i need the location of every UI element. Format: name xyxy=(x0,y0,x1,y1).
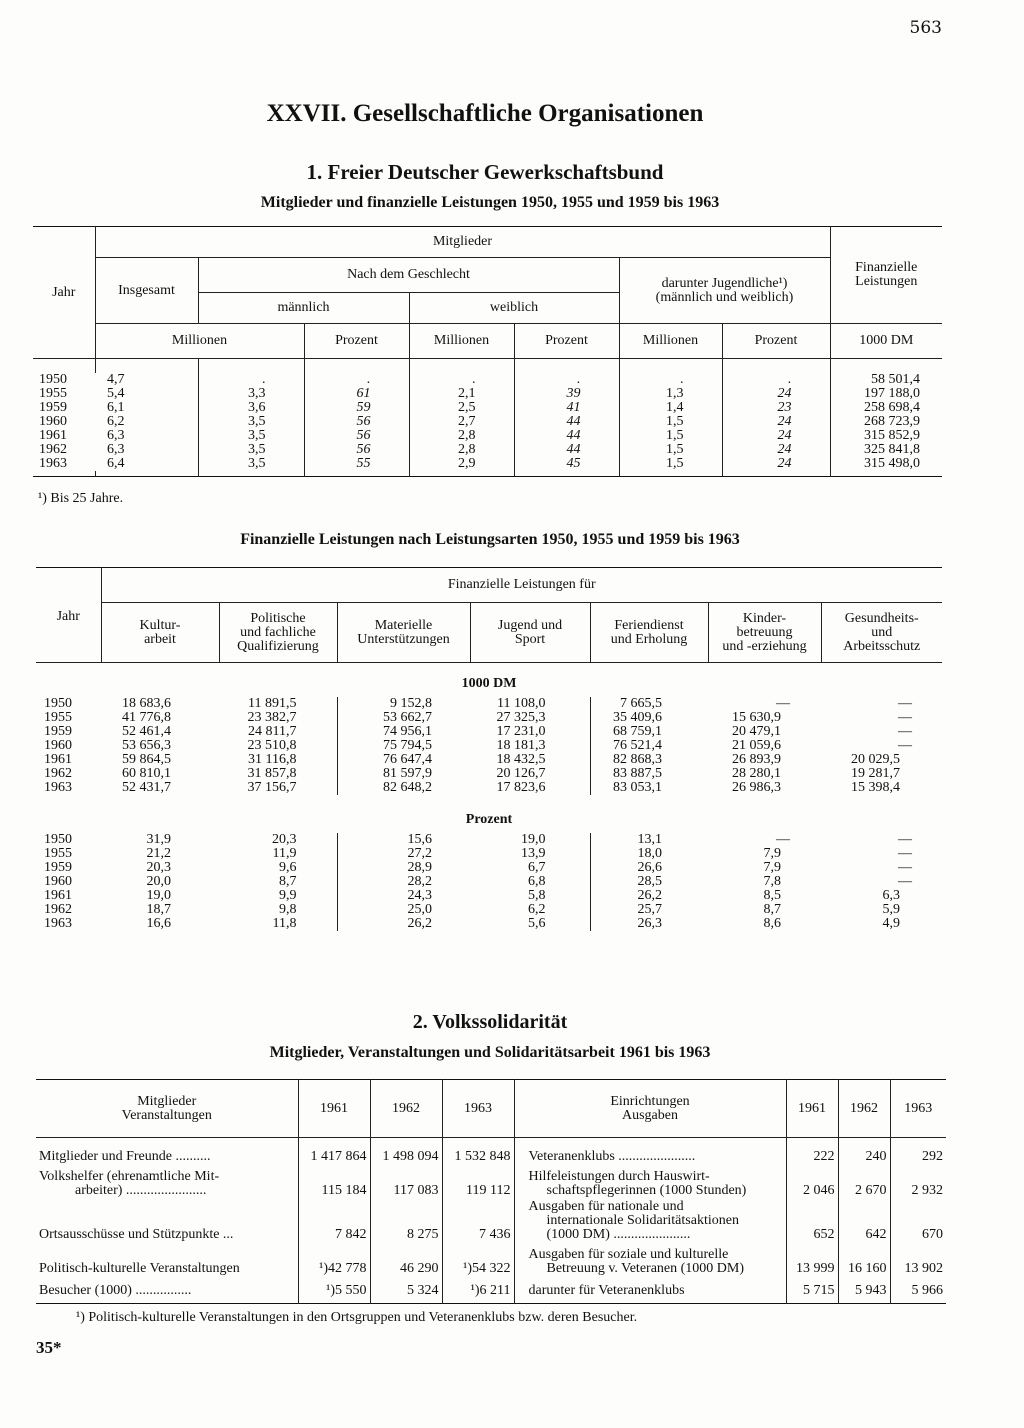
t1-total: 6,3 xyxy=(107,427,125,443)
t2-value: 20,3 xyxy=(272,832,297,847)
t1-year: 1955 xyxy=(39,385,67,401)
t1-total: 6,3 xyxy=(107,441,125,457)
t2-value: 18 181,3 xyxy=(496,738,546,753)
t1-total: 5,4 xyxy=(107,385,125,401)
t3-right-v1961: 2 046 xyxy=(786,1164,838,1198)
t2-value: 11,8 xyxy=(272,916,297,931)
table-row xyxy=(36,753,942,767)
t2-h-kinder: Kinder- betreuung und -erziehung xyxy=(708,603,821,663)
t2-value: — xyxy=(776,696,790,711)
table-row xyxy=(36,847,942,861)
t1-h-geschlecht: Nach dem Geschlecht xyxy=(198,258,619,293)
t1-fin: 325 841,8 xyxy=(830,443,942,457)
t2-year: 1959 xyxy=(44,724,72,739)
t1-total: 6,4 xyxy=(107,455,125,471)
t1-m-mio: 3,5 xyxy=(198,415,304,429)
table-row xyxy=(36,725,942,739)
t1-m-pct: 59 xyxy=(304,401,409,415)
t2-value: 6,8 xyxy=(528,874,546,889)
t3-right-v1963: 13 902 xyxy=(890,1242,946,1276)
t1-j-mio: 1,5 xyxy=(619,457,722,471)
t1-h-finanz: Finanzielle Leistungen xyxy=(830,227,942,324)
table-row xyxy=(36,711,942,725)
table-row xyxy=(36,875,942,889)
t3-right-v1963: 5 966 xyxy=(890,1276,946,1298)
t2-value: 13,1 xyxy=(590,833,708,847)
t1-h-pct-2: Prozent xyxy=(514,324,619,359)
t3-right-v1963: 2 932 xyxy=(890,1164,946,1198)
t2-value: 6,7 xyxy=(528,860,546,875)
t1-j-mio: . xyxy=(619,373,722,387)
table-row xyxy=(33,429,942,443)
t2-value: 25,0 xyxy=(337,903,470,917)
t2-value: 11 891,5 xyxy=(248,696,297,711)
t2-year: 1959 xyxy=(44,860,72,875)
t2-value: 17 231,0 xyxy=(496,724,546,739)
t1-h-pct-1: Prozent xyxy=(304,324,409,359)
t1-j-pct: 24 xyxy=(722,443,830,457)
t1-j-mio: 1,5 xyxy=(619,415,722,429)
t2-value: 26,3 xyxy=(590,917,708,931)
t1-m-pct: . xyxy=(304,373,409,387)
t2-value: 24,3 xyxy=(337,889,470,903)
t2-value: 9 152,8 xyxy=(337,697,470,711)
table3 xyxy=(36,1079,946,1304)
t3-h-1963b: 1963 xyxy=(890,1080,946,1138)
t3-right-v1961: 13 999 xyxy=(786,1242,838,1276)
t1-m-mio: 3,5 xyxy=(198,429,304,443)
t3-left-v1962: 5 324 xyxy=(370,1276,442,1298)
t3-left-label: Mitglieder und Freunde .......... xyxy=(39,1148,211,1164)
t3-h-1963a: 1963 xyxy=(442,1080,514,1138)
t1-w-mio: . xyxy=(409,373,514,387)
t1-w-mio: 2,8 xyxy=(409,443,514,457)
t3-right-v1961: 5 715 xyxy=(786,1276,838,1298)
t2-value: 60 810,1 xyxy=(122,766,171,781)
table-row xyxy=(36,917,942,931)
table-row xyxy=(36,861,942,875)
t1-h-pct-3: Prozent xyxy=(722,324,830,359)
t3-right-v1962: 2 670 xyxy=(838,1164,890,1198)
t3-left-v1961: ¹)42 778 xyxy=(298,1242,370,1276)
t2-h-kultur: Kultur- arbeit xyxy=(101,603,219,663)
t1-h-jugendliche: darunter Jugendliche¹) (männlich und weiblich) xyxy=(619,258,830,324)
t2-value: 8,6 xyxy=(763,916,781,931)
t2-value: 8,7 xyxy=(763,902,781,917)
t2-value: 26 893,9 xyxy=(732,752,781,767)
t3-h-1962b: 1962 xyxy=(838,1080,890,1138)
t1-year: 1950 xyxy=(39,371,67,387)
t1-h-insgesamt: Insgesamt xyxy=(95,258,198,324)
t3-left-label: Volkshelfer (ehrenamtliche Mit- arbeiter) ....................... xyxy=(39,1168,220,1198)
t2-value: 21,2 xyxy=(146,846,171,861)
section2-title: 2. Volkssolidarität xyxy=(412,1011,568,1033)
t2-value: 83 887,5 xyxy=(590,767,708,781)
t3-right-v1962: 16 160 xyxy=(838,1242,890,1276)
t1-w-mio: 2,1 xyxy=(409,387,514,401)
t2-value: 68 759,1 xyxy=(590,725,708,739)
table-row xyxy=(36,697,942,711)
t2-h-gesund: Gesundheits- und Arbeitsschutz xyxy=(821,603,942,663)
t2-value: 26 986,3 xyxy=(732,780,781,795)
t2-value: 28,9 xyxy=(337,861,470,875)
t2-value: 24 811,7 xyxy=(248,724,297,739)
t1-m-pct: 56 xyxy=(304,443,409,457)
chapter-title: XXVII. Gesellschaftliche Organisationen xyxy=(266,100,704,127)
t2-value: 28,5 xyxy=(590,875,708,889)
t1-fin: 197 188,0 xyxy=(830,387,942,401)
t2-unit-dm: 1000 DM xyxy=(461,676,517,691)
t2-value: 15,6 xyxy=(337,833,470,847)
table-row xyxy=(36,1276,946,1298)
table-row xyxy=(36,781,942,795)
t2-value: 5,9 xyxy=(882,902,900,917)
page-number: 563 xyxy=(909,18,942,38)
t1-w-mio: 2,9 xyxy=(409,457,514,471)
t2-value: 74 956,1 xyxy=(337,725,470,739)
t2-value: 20,3 xyxy=(146,860,171,875)
t2-value: — xyxy=(898,696,912,711)
table-row xyxy=(36,1164,946,1198)
table-row xyxy=(36,739,942,753)
t2-year: 1950 xyxy=(44,832,72,847)
t3-right-label: Ausgaben für soziale und kulturelle Betreuung v. Veteranen (1000 DM) xyxy=(514,1242,786,1276)
t3-left-v1963: 7 436 xyxy=(442,1198,514,1242)
t2-value: 26,2 xyxy=(337,917,470,931)
t2-year: 1961 xyxy=(44,752,72,767)
t2-year: 1962 xyxy=(44,902,72,917)
t1-j-mio: 1,5 xyxy=(619,429,722,443)
t2-value: 18 683,6 xyxy=(122,696,171,711)
t2-value: 9,9 xyxy=(279,888,297,903)
table-row xyxy=(33,387,942,401)
t2-h-ferien: Feriendienst und Erholung xyxy=(590,603,708,663)
t3-left-v1961: 7 842 xyxy=(298,1198,370,1242)
t2-value: 20 479,1 xyxy=(732,724,781,739)
t3-h-left: Mitglieder Veranstaltungen xyxy=(121,1093,212,1123)
table-row xyxy=(33,415,942,429)
t2-value: 15 630,9 xyxy=(732,710,781,725)
t2-value: 31 116,8 xyxy=(248,752,297,767)
t2-value: 27,2 xyxy=(337,847,470,861)
t1-w-mio: 2,7 xyxy=(409,415,514,429)
t1-year: 1962 xyxy=(39,441,67,457)
t2-value: 25,7 xyxy=(590,903,708,917)
t1-h-maennlich: männlich xyxy=(198,293,409,324)
t2-value: 17 823,6 xyxy=(496,780,546,795)
table-row xyxy=(36,1198,946,1242)
t1-year: 1963 xyxy=(39,455,67,471)
t2-value: 5,6 xyxy=(528,916,546,931)
t2-value: 7,9 xyxy=(763,860,781,875)
t2-h-politisch: Politische und fachliche Qualifizierung xyxy=(219,603,337,663)
t1-j-mio: 1,4 xyxy=(619,401,722,415)
t2-value: 31 857,8 xyxy=(247,766,297,781)
t3-right-v1962: 240 xyxy=(838,1148,890,1164)
t1-year: 1960 xyxy=(39,413,67,429)
t1-m-mio: 3,5 xyxy=(198,457,304,471)
t3-right-label: darunter für Veteranenklubs xyxy=(514,1276,786,1298)
t2-value: 13,9 xyxy=(521,846,546,861)
t2-year: 1955 xyxy=(44,846,72,861)
t3-h-1961b: 1961 xyxy=(786,1080,838,1138)
t3-right-v1961: 652 xyxy=(786,1198,838,1242)
t2-value: 81 597,9 xyxy=(337,767,470,781)
t2-year: 1963 xyxy=(44,916,72,931)
t1-h-mitglieder: Mitglieder xyxy=(95,227,830,258)
t2-h-materielle: Materielle Unterstützungen xyxy=(337,603,470,663)
table2-title: Finanzielle Leistungen nach Leistungsarten 1950, 1955 und 1959 bis 1963 xyxy=(240,531,740,548)
t1-m-pct: 55 xyxy=(304,457,409,471)
t2-value: 8,7 xyxy=(279,874,297,889)
t2-value: 18,0 xyxy=(590,847,708,861)
t1-h-jahr: Jahr xyxy=(33,227,95,359)
t1-year: 1961 xyxy=(39,427,67,443)
t1-m-mio: . xyxy=(198,373,304,387)
t1-total: 4,7 xyxy=(107,371,125,387)
t1-j-pct: 24 xyxy=(722,429,830,443)
t2-value: 28 280,1 xyxy=(732,766,781,781)
t2-value: 4,9 xyxy=(882,916,900,931)
t2-value: 7,9 xyxy=(763,846,781,861)
t2-value: — xyxy=(898,710,912,725)
t2-value: 6,2 xyxy=(528,902,546,917)
t2-value: 83 053,1 xyxy=(590,781,708,795)
t3-left-v1963: 119 112 xyxy=(442,1164,514,1198)
t2-value: 52 461,4 xyxy=(122,724,171,739)
t1-total: 6,1 xyxy=(107,399,125,415)
t3-left-v1961: ¹)5 550 xyxy=(298,1276,370,1298)
t2-value: 52 431,7 xyxy=(122,780,171,795)
t1-h-tdm: 1000 DM xyxy=(830,324,942,359)
t1-m-mio: 3,3 xyxy=(198,387,304,401)
t3-left-v1962: 117 083 xyxy=(370,1164,442,1198)
t2-value: 76 521,4 xyxy=(590,739,708,753)
t3-left-v1961: 1 417 864 xyxy=(298,1148,370,1164)
t2-value: 59 864,5 xyxy=(122,752,171,767)
t2-value: — xyxy=(776,832,790,847)
t2-value: 9,8 xyxy=(279,902,297,917)
t3-left-v1963: ¹)6 211 xyxy=(442,1276,514,1298)
t1-j-pct: 24 xyxy=(722,457,830,471)
table-row xyxy=(36,903,942,917)
t1-h-mio-1: Millionen xyxy=(95,324,304,359)
table1-title: Mitglieder und finanzielle Leistungen 1950, 1955 und 1959 bis 1963 xyxy=(260,194,720,211)
t1-j-pct: 24 xyxy=(722,415,830,429)
t3-right-v1962: 642 xyxy=(838,1198,890,1242)
t2-value: 11 108,0 xyxy=(497,696,546,711)
t3-left-label: Ortsausschüsse und Stützpunkte ... xyxy=(39,1226,234,1242)
t2-value: 7,8 xyxy=(763,874,781,889)
t3-left-v1962: 1 498 094 xyxy=(370,1148,442,1164)
t1-w-mio: 2,5 xyxy=(409,401,514,415)
t1-j-pct: . xyxy=(722,373,830,387)
t1-fin: 315 852,9 xyxy=(830,429,942,443)
t2-value: 23 382,7 xyxy=(247,710,297,725)
t1-w-pct: 44 xyxy=(514,443,619,457)
t3-right-v1963: 292 xyxy=(890,1148,946,1164)
table-row xyxy=(36,767,942,781)
t1-h-mio-2: Millionen xyxy=(409,324,514,359)
table-row xyxy=(36,889,942,903)
t1-h-weiblich: weiblich xyxy=(409,293,619,324)
t3-h-1962a: 1962 xyxy=(370,1080,442,1138)
t1-fin: 258 698,4 xyxy=(830,401,942,415)
t3-right-label: Ausgaben für nationale und internationale Solidaritätsaktionen (1000 DM) ...................... xyxy=(514,1198,786,1242)
t2-value: 20,0 xyxy=(146,874,171,889)
section1-title: 1. Freier Deutscher Gewerkschaftsbund xyxy=(306,160,664,184)
t2-value: 31,9 xyxy=(146,832,171,847)
t1-w-pct: 44 xyxy=(514,429,619,443)
t2-value: — xyxy=(898,832,912,847)
t1-j-mio: 1,5 xyxy=(619,443,722,457)
t3-left-v1961: 115 184 xyxy=(298,1164,370,1198)
t2-value: 27 325,3 xyxy=(496,710,546,725)
t3-left-label: Politisch-kulturelle Veranstaltungen xyxy=(39,1260,240,1276)
t2-value: 53 656,3 xyxy=(122,738,171,753)
t3-right-label: Hilfeleistungen durch Hauswirt- schaftspflegerinnen (1000 Stunden) xyxy=(514,1164,786,1198)
t2-value: 9,6 xyxy=(279,860,297,875)
t2-value: 41 776,8 xyxy=(122,710,171,725)
t2-year: 1955 xyxy=(44,710,72,725)
t2-value: 23 510,8 xyxy=(247,738,297,753)
t1-fin: 315 498,0 xyxy=(830,457,942,471)
t2-value: 37 156,7 xyxy=(247,780,297,795)
t2-value: 20 029,5 xyxy=(851,752,900,767)
table1 xyxy=(33,226,942,477)
t2-value: 21 059,6 xyxy=(732,738,781,753)
t1-m-pct: 56 xyxy=(304,429,409,443)
t2-value: 53 662,7 xyxy=(337,711,470,725)
t2-value: 6,3 xyxy=(882,888,900,903)
t1-fin: 58 501,4 xyxy=(830,373,942,387)
t3-left-v1963: ¹)54 322 xyxy=(442,1242,514,1276)
t1-w-pct: 41 xyxy=(514,401,619,415)
t1-total: 6,2 xyxy=(107,413,125,429)
t2-value: 35 409,6 xyxy=(590,711,708,725)
t3-left-v1962: 8 275 xyxy=(370,1198,442,1242)
t1-j-mio: 1,3 xyxy=(619,387,722,401)
t2-value: 18,7 xyxy=(146,902,171,917)
t2-h-jugend: Jugend und Sport xyxy=(470,603,590,663)
table-row xyxy=(33,457,942,471)
table3-footnote: ¹) Politisch-kulturelle Veranstaltungen in den Ortsgruppen und Veteranenklubs bzw. deren Besucher. xyxy=(76,1310,638,1325)
page-signature: 35* xyxy=(36,1338,62,1357)
t1-fin: 268 723,9 xyxy=(830,415,942,429)
t2-value: 75 794,5 xyxy=(337,739,470,753)
t2-year: 1950 xyxy=(44,696,72,711)
t2-value: 16,6 xyxy=(146,916,171,931)
t2-value: — xyxy=(898,738,912,753)
table-row xyxy=(33,443,942,457)
t3-right-label: Veteranenklubs ...................... xyxy=(514,1148,786,1164)
t2-value: 8,5 xyxy=(763,888,781,903)
t2-value: 7 665,5 xyxy=(590,697,708,711)
t2-value: 18 432,5 xyxy=(496,752,546,767)
t3-right-v1962: 5 943 xyxy=(838,1276,890,1298)
t3-h-1961a: 1961 xyxy=(298,1080,370,1138)
t1-j-pct: 24 xyxy=(722,387,830,401)
t1-h-mio-3: Millionen xyxy=(619,324,722,359)
t2-value: 19 281,7 xyxy=(851,766,900,781)
t2-value: 20 126,7 xyxy=(496,766,546,781)
t2-value: — xyxy=(898,724,912,739)
t1-m-mio: 3,5 xyxy=(198,443,304,457)
t2-value: 26,2 xyxy=(590,889,708,903)
t1-m-pct: 61 xyxy=(304,387,409,401)
table-row xyxy=(36,833,942,847)
t2-value: 19,0 xyxy=(521,832,546,847)
table-row xyxy=(33,373,942,387)
t2-value: 28,2 xyxy=(337,875,470,889)
table1-footnote: ¹) Bis 25 Jahre. xyxy=(38,491,124,506)
t1-w-pct: 44 xyxy=(514,415,619,429)
t2-h-jahr: Jahr xyxy=(36,568,101,663)
t2-value: 15 398,4 xyxy=(851,780,900,795)
table-row xyxy=(36,1148,946,1164)
t1-year: 1959 xyxy=(39,399,67,415)
t3-right-v1963: 670 xyxy=(890,1198,946,1242)
table-row xyxy=(33,401,942,415)
t1-j-pct: 23 xyxy=(722,401,830,415)
t3-right-v1961: 222 xyxy=(786,1148,838,1164)
t2-unit-pct: Prozent xyxy=(465,812,513,827)
t2-value: 76 647,4 xyxy=(337,753,470,767)
t1-w-pct: 45 xyxy=(514,457,619,471)
t1-w-mio: 2,8 xyxy=(409,429,514,443)
t2-value: 11,9 xyxy=(272,846,297,861)
t2-year: 1961 xyxy=(44,888,72,903)
t2-value: 5,8 xyxy=(528,888,546,903)
t1-w-pct: . xyxy=(514,373,619,387)
t2-value: — xyxy=(898,874,912,889)
t2-value: 26,6 xyxy=(590,861,708,875)
t1-w-pct: 39 xyxy=(514,387,619,401)
t1-m-mio: 3,6 xyxy=(198,401,304,415)
table-row xyxy=(36,1242,946,1276)
t3-left-label: Besucher (1000) ................ xyxy=(39,1282,192,1298)
t2-value: 82 868,3 xyxy=(590,753,708,767)
t2-value: 82 648,2 xyxy=(337,781,470,795)
t3-left-v1963: 1 532 848 xyxy=(442,1148,514,1164)
t1-m-pct: 56 xyxy=(304,415,409,429)
t2-value: — xyxy=(898,846,912,861)
t2-value: 19,0 xyxy=(146,888,171,903)
t2-year: 1962 xyxy=(44,766,72,781)
t2-year: 1960 xyxy=(44,874,72,889)
table3-title: Mitglieder, Veranstaltungen und Solidaritätsarbeit 1961 bis 1963 xyxy=(269,1044,711,1061)
t2-year: 1960 xyxy=(44,738,72,753)
t3-left-v1962: 46 290 xyxy=(370,1242,442,1276)
t3-h-right: Einrichtungen Ausgaben xyxy=(514,1080,786,1138)
table2 xyxy=(36,567,942,931)
t2-value: — xyxy=(898,860,912,875)
t2-year: 1963 xyxy=(44,780,72,795)
t2-h-group: Finanzielle Leistungen für xyxy=(101,568,942,603)
